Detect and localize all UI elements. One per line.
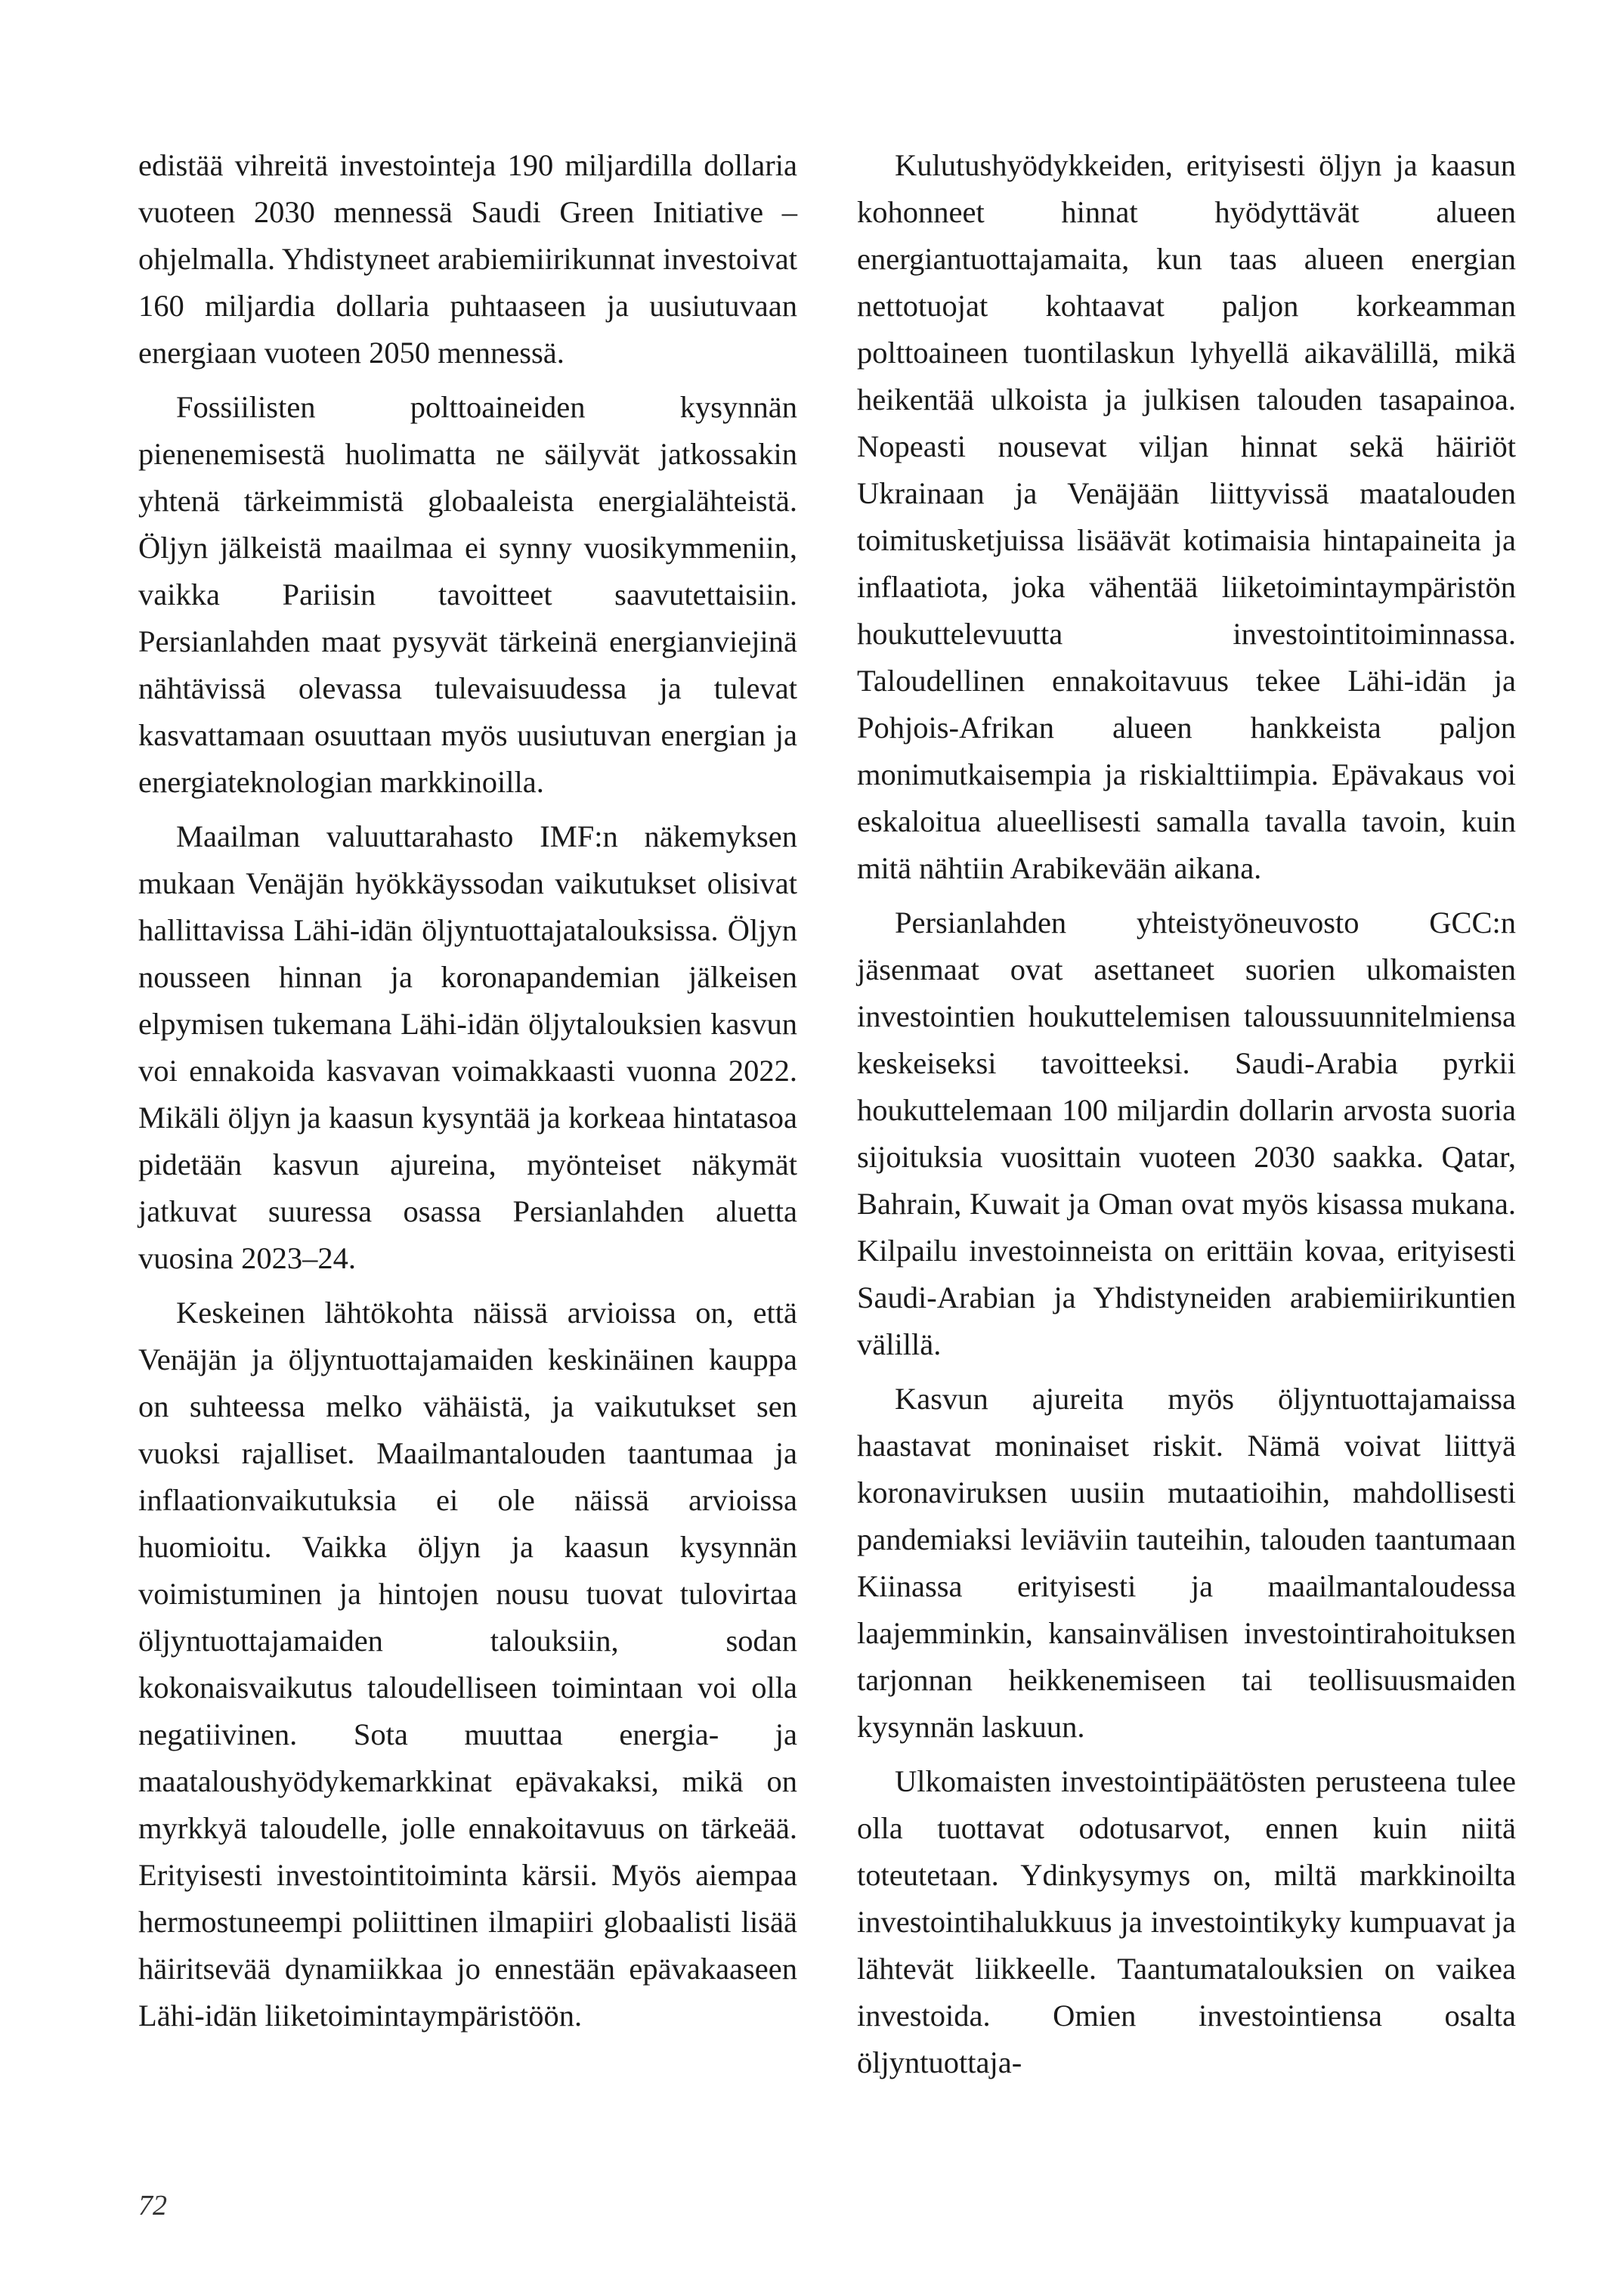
right-column xyxy=(857,142,1516,2094)
left-column xyxy=(138,142,797,2047)
paragraph: Persianlahden yhteistyöneuvosto GCC:n jäsenmaat ovat asettaneet suorien ulkomaisten investointien houkuttelemisen taloussuunnitelmiensa keskeiseksi tavoitteeksi. Saudi-Arabia pyrkii houkuttelemaan 100 miljardin dollarin arvosta suoria sijoituksia vuosittain vuoteen 2030 saakka. Qatar, Bahrain, Kuwait ja Oman ovat myös kisassa mukana. Kilpailu investoinneista on erittäin kovaa, erityisesti Saudi-Arabian ja Yhdistyneiden arabiemiirikuntien välillä. xyxy=(857,906,1516,1361)
paragraph: edistää vihreitä investointeja 190 miljardilla dollaria vuoteen 2030 mennessä Saudi Green Initiative –ohjelmalla. Yhdistyneet arabiemiirikunnat investoivat 160 miljardia dollaria puhtaaseen ja uusiutuvaan energiaan vuoteen 2050 mennessä. xyxy=(138,148,797,370)
paragraph: Kasvun ajureita myös öljyntuottajamaissa haastavat moninaiset riskit. Nämä voivat liittyä koronaviruksen uusiin mutaatioihin, mahdollisesti pandemiaksi leviäviin tauteihin, talouden taantumaan Kiinassa erityisesti ja maailmantaloudessa laajemminkin, kansainvälisen investointirahoituksen tarjonnan heikkenemiseen tai teollisuusmaiden kysynnän laskuun. xyxy=(857,1382,1516,1744)
paragraph: Ulkomaisten investointipäätösten perusteena tulee olla tuottavat odotusarvot, ennen kuin niitä toteutetaan. Ydinkysymys on, miltä markkinoilta investointihalukkuus ja investointikyky kumpuavat ja lähtevät liikkeelle. Taantumatalouksien on vaikea investoida. Omien investointiensa osalta öljyntuottaja- xyxy=(857,1764,1516,2079)
paragraph: Keskeinen lähtökohta näissä arvioissa on, että Venäjän ja öljyntuottajamaiden keskinäinen kauppa on suhteessa melko vähäistä, ja vaikutukset sen vuoksi rajalliset. Maailmantalouden taantumaa ja inflaationvaikutuksia ei ole näissä arvioissa huomioitu. Vaikka öljyn ja kaasun kysynnän voimistuminen ja hintojen nousu tuovat tulovirtaa öljyntuottajamaiden talouksiin, sodan kokonaisvaikutus taloudelliseen toimintaan voi olla negatiivinen. Sota muuttaa energia- ja maataloushyödykemarkkinat epävakaksi, mikä on myrkkyä taloudelle, jolle ennakoitavuus on tärkeää. Erityisesti investointitoiminta kärsii. Myös aiempaa hermostuneempi poliittinen ilmapiiri globaalisti lisää häiritsevää dynamiikkaa jo ennestään epävakaaseen Lähi-idän liiketoimintaympäristöön. xyxy=(138,1296,797,2033)
paragraph: Fossiilisten polttoaineiden kysynnän pienenemisestä huolimatta ne säilyvät jatkossakin yhtenä tärkeimmistä globaaleista energialähteistä. Öljyn jälkeistä maailmaa ei synny vuosikymmeniin, vaikka Pariisin tavoitteet saavutettaisiin. Persianlahden maat pysyvät tärkeinä energianviejinä nähtävissä olevassa tulevaisuudessa ja tulevat kasvattamaan osuuttaan myös uusiutuvan energian ja energiateknologian markkinoilla. xyxy=(138,390,797,799)
page-number: 72 xyxy=(138,2190,167,2222)
paragraph: Kulutushyödykkeiden, erityisesti öljyn ja kaasun kohonneet hinnat hyödyttävät alueen energiantuottajamaita, kun taas alueen energian nettotuojat kohtaavat paljon korkeamman polttoaineen tuontilaskun lyhyellä aikavälillä, mikä heikentää ulkoista ja julkisen talouden tasapainoa. Nopeasti nousevat viljan hinnat sekä häiriöt Ukrainaan ja Venäjään liittyvissä maatalouden toimitusketjuissa lisäävät kotimaisia hintapaineita ja inflaatiota, joka vähentää liiketoimintaympäristön houkuttelevuutta investointitoiminnassa. Taloudellinen ennakoitavuus tekee Lähi-idän ja Pohjois-Afrikan alueen hankkeista paljon monimutkaisempia ja riskialttiimpia. Epävakaus voi eskaloitua alueellisesti samalla tavalla tavoin, kuin mitä nähtiin Arabikevään aikana. xyxy=(857,148,1516,885)
paragraph: Maailman valuuttarahasto IMF:n näkemyksen mukaan Venäjän hyökkäyssodan vaikutukset olisivat hallittavissa Lähi-idän öljyntuottajatalouksissa. Öljyn nousseen hinnan ja koronapandemian jälkeisen elpymisen tukemana Lähi-idän öljytalouksien kasvun voi ennakoida kasvavan voimakkaasti vuonna 2022. Mikäli öljyn ja kaasun kysyntää ja korkeaa hintatasoa pidetään kasvun ajureina, myönteiset näkymät jatkuvat suuressa osassa Persianlahden aluetta vuosina 2023–24. xyxy=(138,819,797,1275)
